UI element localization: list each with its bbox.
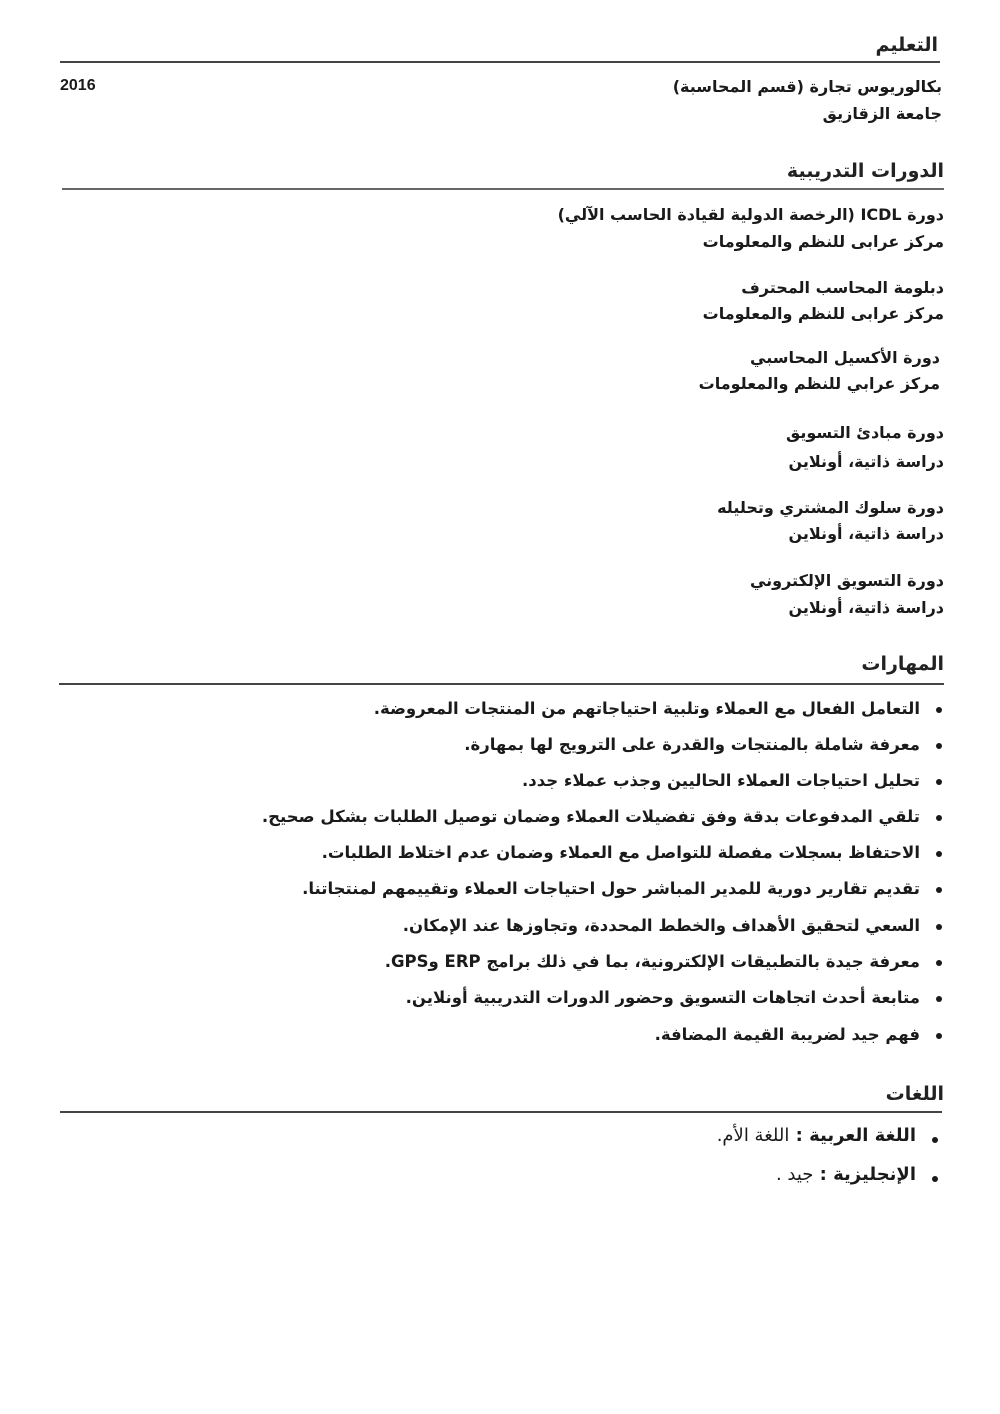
course-provider: دراسة ذاتية، أونلاين <box>788 452 944 471</box>
course-title: دورة سلوك المشتري وتحليله <box>717 498 944 517</box>
skill-item: فهم جيد لضريبة القيمة المضافة. <box>655 1023 920 1047</box>
bullet-icon <box>936 815 942 821</box>
bullet-icon <box>936 851 942 857</box>
course-title: دورة التسويق الإلكتروني <box>749 571 944 590</box>
skills-divider <box>59 683 944 685</box>
skill-item: السعي لتحقيق الأهداف والخطط المحددة، وتجاوزها عند الإمكان. <box>403 914 920 938</box>
course-title: دورة مبادئ التسويق <box>785 423 944 442</box>
bullet-icon <box>936 779 942 785</box>
education-degree: بكالوريوس تجارة (قسم المحاسبة) <box>672 77 942 96</box>
bullet-icon <box>936 887 942 893</box>
education-divider <box>60 61 940 63</box>
language-name: اللغة العربية <box>809 1125 916 1146</box>
language-name: الإنجليزية <box>833 1164 916 1185</box>
bullet-icon <box>932 1137 938 1143</box>
course-title: دبلومة المحاسب المحترف <box>741 278 944 297</box>
skill-item: التعامل الفعال مع العملاء وتلبية احتياجاتهم من المنتجات المعروضة. <box>374 697 920 721</box>
skills-heading: المهارات <box>861 653 944 675</box>
education-heading: التعليم <box>875 34 938 56</box>
course-provider: دراسة ذاتية، أونلاين <box>788 598 944 617</box>
courses-divider <box>62 188 944 190</box>
bullet-icon <box>936 743 942 749</box>
language-level: جيد . <box>775 1164 814 1185</box>
course-provider: دراسة ذاتية، أونلاين <box>788 524 944 543</box>
course-provider: مركز عرابى للنظم والمعلومات <box>702 304 944 323</box>
bullet-icon <box>932 1176 938 1182</box>
skill-item: معرفة جيدة بالتطبيقات الإلكترونية، بما في ذلك برامج ERP وGPS. <box>385 950 920 974</box>
courses-heading: الدورات التدريبية <box>786 160 944 182</box>
skill-item: معرفة شاملة بالمنتجات والقدرة على الترويج لها بمهارة. <box>464 733 920 757</box>
bullet-icon <box>936 996 942 1002</box>
course-provider: مركز عرابى للنظم والمعلومات <box>702 232 944 251</box>
bullet-icon <box>936 960 942 966</box>
skill-item: الاحتفاظ بسجلات مفصلة للتواصل مع العملاء وضمان عدم اختلاط الطلبات. <box>322 841 920 865</box>
skill-item: تقديم تقارير دورية للمدير المباشر حول احتياجات العملاء وتقييمهم لمنتجاتنا. <box>302 877 920 901</box>
course-title: دورة ICDL (الرخصة الدولية لقيادة الحاسب الآلي) <box>557 205 944 224</box>
skill-item: تحليل احتياجات العملاء الحاليين وجذب عملاء جدد. <box>522 769 920 793</box>
skill-item: تلقي المدفوعات بدقة وفق تفضيلات العملاء وضمان توصيل الطلبات بشكل صحيح. <box>262 805 920 829</box>
bullet-icon <box>936 924 942 930</box>
education-university: جامعة الزقازيق <box>822 104 942 123</box>
education-year: 2016 <box>60 77 96 94</box>
skill-item: متابعة أحدث اتجاهات التسويق وحضور الدورات التدريبية أونلاين. <box>406 986 920 1010</box>
bullet-icon <box>936 1033 942 1039</box>
language-item: الإنجليزية : جيد . <box>776 1164 916 1185</box>
languages-heading: اللغات <box>885 1083 944 1105</box>
course-provider: مركز عرابي للنظم والمعلومات <box>698 374 940 393</box>
bullet-icon <box>936 707 942 713</box>
language-level: اللغة الأم. <box>716 1125 790 1146</box>
languages-divider <box>60 1111 942 1113</box>
course-title: دورة الأكسيل المحاسبي <box>750 348 940 367</box>
language-item: اللغة العربية : اللغة الأم. <box>717 1125 916 1146</box>
